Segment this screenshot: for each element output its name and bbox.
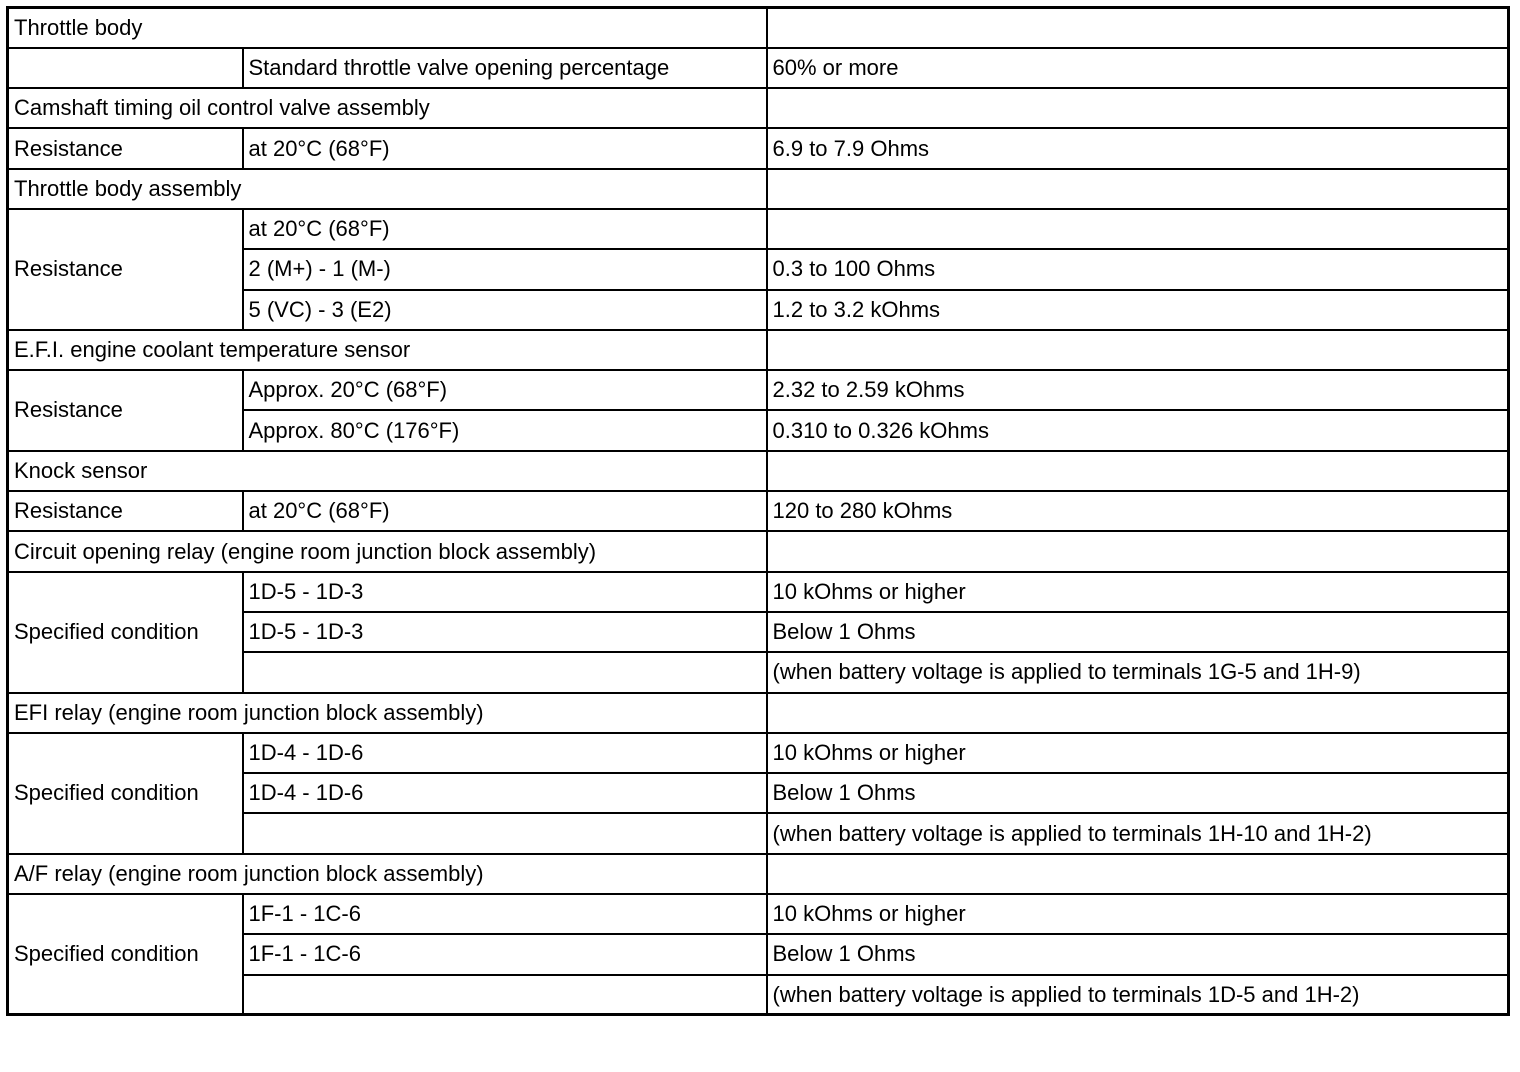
section-title: Circuit opening relay (engine room junction block assembly) (8, 531, 767, 571)
spec-value: 10 kOhms or higher (767, 733, 1509, 773)
row-label: Specified condition (8, 572, 243, 693)
table-row (8, 491, 1509, 531)
section-title: Throttle body assembly (8, 169, 767, 209)
section-header-row (8, 854, 1509, 894)
section-title-value (767, 88, 1509, 128)
spec-value: 0.3 to 100 Ohms (767, 249, 1509, 289)
section-header-row (8, 531, 1509, 571)
spec-condition: 1F-1 - 1C-6 (243, 934, 767, 974)
section-header-row (8, 88, 1509, 128)
spec-value (767, 209, 1509, 249)
spec-value: 10 kOhms or higher (767, 572, 1509, 612)
section-header-row (8, 330, 1509, 370)
table-row (8, 209, 1509, 249)
section-title: Throttle body (8, 8, 767, 48)
spec-condition: 5 (VC) - 3 (E2) (243, 290, 767, 330)
spec-condition: Approx. 80°C (176°F) (243, 410, 767, 450)
spec-value: 60% or more (767, 48, 1509, 88)
spec-condition: at 20°C (68°F) (243, 128, 767, 168)
spec-condition: Standard throttle valve opening percentage (243, 48, 767, 88)
section-header-row (8, 693, 1509, 733)
spec-condition: at 20°C (68°F) (243, 491, 767, 531)
section-title-value (767, 854, 1509, 894)
row-label: Resistance (8, 491, 243, 531)
spec-value: Below 1 Ohms (767, 612, 1509, 652)
row-label: Specified condition (8, 894, 243, 1015)
section-header-row (8, 451, 1509, 491)
section-title-value (767, 531, 1509, 571)
table-row (8, 572, 1509, 612)
table-row (8, 48, 1509, 88)
spec-condition: Approx. 20°C (68°F) (243, 370, 767, 410)
specification-table-body (8, 8, 1509, 1015)
table-row (8, 128, 1509, 168)
spec-condition: 1D-5 - 1D-3 (243, 612, 767, 652)
spec-condition: 2 (M+) - 1 (M-) (243, 249, 767, 289)
spec-condition: 1F-1 - 1C-6 (243, 894, 767, 934)
spec-value: 6.9 to 7.9 Ohms (767, 128, 1509, 168)
section-header-row (8, 8, 1509, 48)
spec-value: Below 1 Ohms (767, 773, 1509, 813)
section-title: E.F.I. engine coolant temperature sensor (8, 330, 767, 370)
row-label (8, 48, 243, 88)
row-label: Resistance (8, 128, 243, 168)
spec-condition: 1D-4 - 1D-6 (243, 773, 767, 813)
section-header-row (8, 169, 1509, 209)
row-label: Resistance (8, 370, 243, 451)
spec-value: 0.310 to 0.326 kOhms (767, 410, 1509, 450)
row-label: Specified condition (8, 733, 243, 854)
spec-value: 10 kOhms or higher (767, 894, 1509, 934)
spec-condition (243, 813, 767, 853)
section-title-value (767, 330, 1509, 370)
spec-condition: 1D-4 - 1D-6 (243, 733, 767, 773)
spec-condition: 1D-5 - 1D-3 (243, 572, 767, 612)
section-title: Knock sensor (8, 451, 767, 491)
section-title: A/F relay (engine room junction block assembly) (8, 854, 767, 894)
spec-condition (243, 652, 767, 692)
spec-value: 1.2 to 3.2 kOhms (767, 290, 1509, 330)
section-title-value (767, 451, 1509, 491)
table-row (8, 733, 1509, 773)
section-title: EFI relay (engine room junction block assembly) (8, 693, 767, 733)
section-title-value (767, 169, 1509, 209)
spec-value: (when battery voltage is applied to terminals 1D-5 and 1H-2) (767, 975, 1509, 1015)
table-row (8, 894, 1509, 934)
row-label: Resistance (8, 209, 243, 330)
section-title-value (767, 693, 1509, 733)
spec-value: 2.32 to 2.59 kOhms (767, 370, 1509, 410)
spec-value: (when battery voltage is applied to terminals 1G-5 and 1H-9) (767, 652, 1509, 692)
spec-value: Below 1 Ohms (767, 934, 1509, 974)
section-title: Camshaft timing oil control valve assembly (8, 88, 767, 128)
spec-condition: at 20°C (68°F) (243, 209, 767, 249)
table-row (8, 370, 1509, 410)
section-title-value (767, 8, 1509, 48)
specification-table (6, 6, 1510, 1016)
spec-value: (when battery voltage is applied to terminals 1H-10 and 1H-2) (767, 813, 1509, 853)
spec-condition (243, 975, 767, 1015)
spec-value: 120 to 280 kOhms (767, 491, 1509, 531)
